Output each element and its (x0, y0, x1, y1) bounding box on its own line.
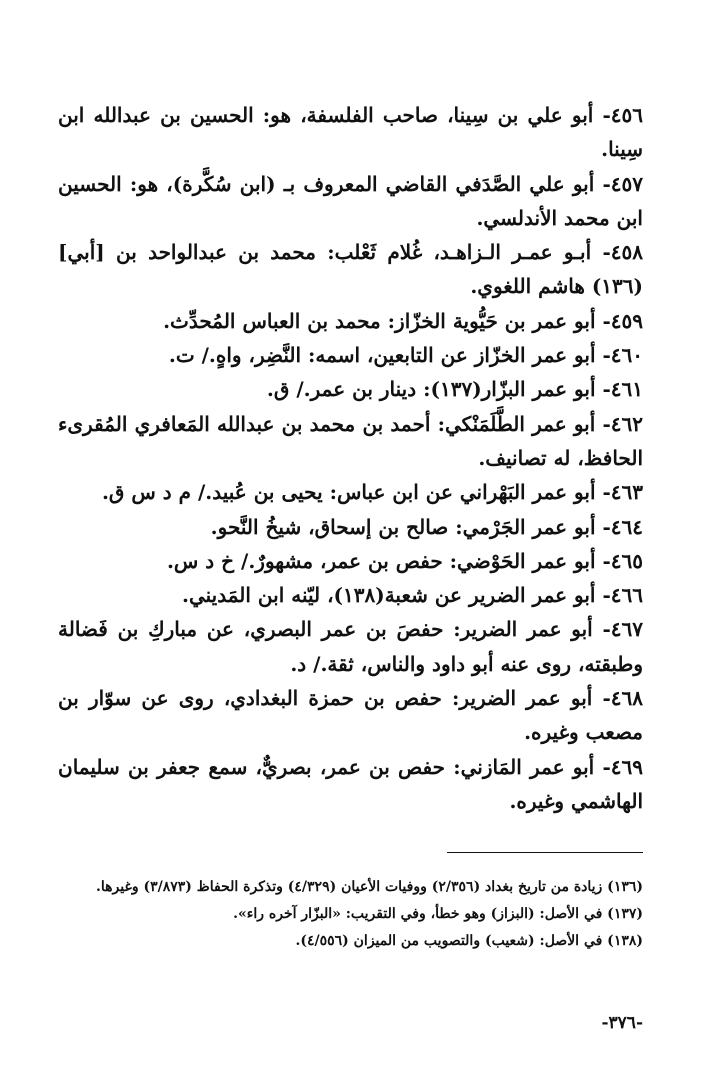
entry-465: ٤٦٥- أبو عمر الحَوْضي: حفص بن عمر، مشهورٌ./ خ د س. (166, 548, 643, 573)
footnote-divider (447, 852, 643, 853)
page-number: -٣٧٦- (601, 1013, 643, 1033)
entry-list (58, 98, 643, 818)
entry-463: ٤٦٣- أبو عمر البَهْراني عن ابن عباس: يحيى بن عُبيد./ م د س ق. (101, 480, 643, 505)
entry-461: ٤٦١- أبو عمر البزّار(١٣٧): دينار بن عمر./ ق. (266, 377, 643, 402)
entry-462: ٤٦٢- أبو عمر الطَّلَمَنْكي: أحمد بن محمد بن عبدالله المَعافري المُقرىء الحافظ، له تصانيف. (58, 411, 643, 470)
entry-458: ٤٥٨- أبـو عمـر الـزاهـد، غُلام ثَعْلب: محمد بن عبدالواحد بن [أبي](١٣٦) هاشم اللغوي. (58, 240, 643, 299)
footnote-137: (١٣٧) في الأصل: (البزاز) وهو خطأ، وفي التقريب: «البزّار آخره راء». (233, 906, 643, 922)
entry-467: ٤٦٧- أبو عمر الضرير: حفصَ بن عمر البصري، عن مباركِ بن فَضالة وطبقته، روى عنه أبو داود والناس، ثقة./ د. (58, 617, 643, 676)
entry-464: ٤٦٤- أبو عمر الجَرْمي: صالح بن إسحاق، شيخُ النَّحو. (210, 514, 643, 539)
entry-466: ٤٦٦- أبو عمر الضرير عن شعبة(١٣٨)، ليّنه ابن المَديني. (182, 583, 643, 608)
entry-460: ٤٦٠- أبو عمر الخزّاز عن التابعين، اسمه: النَّضِر، واهٍ./ ت. (168, 343, 643, 368)
footnote-list (58, 874, 643, 955)
entry-457: ٤٥٧- أبو علي الصَّدَفي القاضي المعروف بـ (ابن سُكَّرة)، هو: الحسين ابن محمد الأندلسي. (58, 171, 643, 230)
footnote-136: (١٣٦) زيادة من تاريخ بغداد (٢/٣٥٦) ووفيات الأعيان (٤/٣٢٩) وتذكرة الحفاظ (٣/٨٧٣) وغيرها. (96, 879, 643, 895)
entry-468: ٤٦٨- أبو عمر الضرير: حفص بن حمزة البغدادي، روى عن سوّار بن مصعب وغيره. (58, 686, 643, 745)
entry-469: ٤٦٩- أبو عمر المَازني: حفص بن عمر، بصريٌّ، سمع جعفر بن سليمان الهاشمي وغيره. (58, 754, 643, 813)
entry-459: ٤٥٩- أبو عمر بن حَيُّوية الخزّاز: محمد بن العباس المُحدِّث. (163, 308, 643, 333)
entry-456: ٤٥٦- أبو علي بن سِينا، صاحب الفلسفة، هو: الحسين بن عبدالله ابن سِينا. (58, 103, 643, 162)
footnote-138: (١٣٨) في الأصل: (شعيب) والتصويب من الميزان (٤/٥٥٦). (295, 933, 643, 949)
